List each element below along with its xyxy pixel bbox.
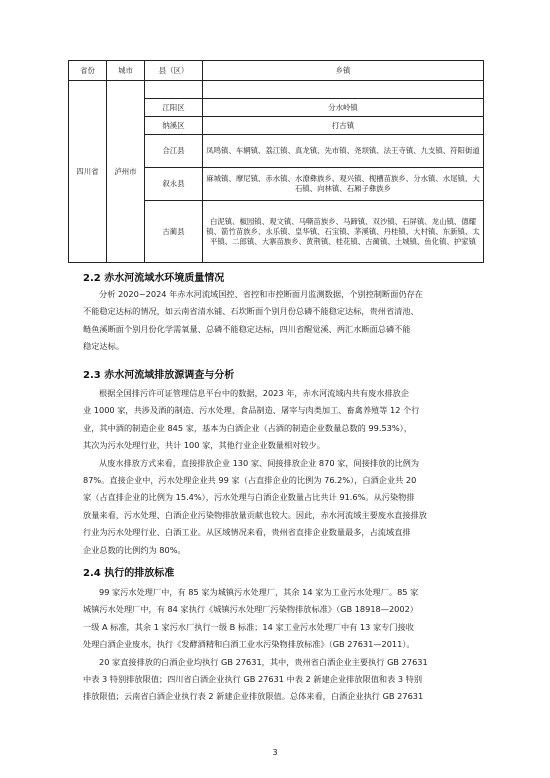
header-towns: 乡镇 [203,61,484,81]
table-row [69,81,484,99]
text-line: 处理白酒企业废水，执行《发酵酒精和白酒工业水污染物排放标准》（GB 27631—2011）。 [83,639,415,650]
cell-towns: 凤鸣镇、车辋镇、荔江镇、真龙镇、先市镇、尧坝镇、法王寺镇、九支镇、符阳街道 [203,135,484,168]
section-2-3-paragraph [83,385,467,559]
header-county: 县（区） [145,61,203,81]
section-title-2-2: 2.2 赤水河流域水环境质量情况 [83,273,225,284]
text-line: 行业为污水处理行业、白酒工业。从区域情况来看，贵州省直排企业数量最多，占流域直排 [83,527,411,538]
text-line: 企业总数的比例约为 80%。 [83,544,186,555]
text-line: 稳定达标。 [83,341,124,352]
text-line: 一级 A 标准，其余 1 家污水厂执行一级 B 标准；14 家工业污水处理厂中有 13 家专门接收 [83,621,414,632]
text-line: 87%。直接企业中，污水处理企业共 99 家（占直排企业的比例为 76.2%），白酒企业共 20 [83,475,417,486]
cell-city: 泸州市 [107,81,145,263]
text-line: 其次为污水处理行业，共计 100 家，其他行业企业数量相对较少。 [83,440,325,451]
section-title-2-3: 2.3 赤水河流域排放源调查与分析 [83,370,235,381]
text-line: 排放限值；云南省白酒企业执行表 2 新建企业排放限值。总体来看，白酒企业执行 GB 27631 [83,691,424,702]
text-line: 分析 2020~2024 年赤水河流域国控、省控和市控断面月监测数据，个别控制断面仍存在 [99,289,423,299]
section-title-2-4: 2.4 执行的排放标准 [83,568,175,579]
page-number: 3 [272,748,278,757]
text-line: 家（占直排企业的比例为 15.4%），污水处理与白酒企业数量占比共计 91.6%。从污染物排 [83,492,415,503]
text-line: 99 家污水处理厂中，有 85 家为城镇污水处理厂，其余 14 家为工业污水处理厂。85 家 [99,587,419,597]
cell-towns: 打古镇 [203,117,484,135]
cell-county: 江阳区 [145,99,203,117]
text-line: 20 家直接排放的白酒企业均执行 GB 27631，其中，贵州省白酒企业主要执行 GB 27631 [99,656,428,667]
cell-county: 叙永县 [145,168,203,201]
section-2-4-paragraph [83,584,467,706]
township-table [68,60,484,263]
cell-county [145,81,203,99]
text-line: 根据全国排污许可证管理信息平台中的数据，2023 年，赤水河流域内共有废水排放企 [99,388,410,398]
text-line: 业 1000 家，共涉及酒的制造、污水处理、食品制造、屠宰与肉类加工、畜禽养殖等 12 个行 [83,405,420,416]
cell-county: 合江县 [145,135,203,168]
cell-towns: 白泥镇、椒园镇、观文镇、马嘶苗族乡、马蹄镇、双沙镇、石屏镇、龙山镇、德耀镇、箭竹苗族乡、永乐镇、皇华镇、石宝镇、茅溪镇、丹桂镇、大村镇、东新镇、太平镇、二郎镇、大寨苗族乡、黄荆镇、桂花镇、古蔺镇、土城镇、鱼化镇、护家镇 [203,201,484,263]
text-line: 中表 3 特别排放限值；四川省白酒企业执行 GB 27631 中表 2 新建企业排放限值和表 3 特别 [83,674,423,685]
header-city: 城市 [107,61,145,81]
cell-county: 古蔺县 [145,201,203,263]
text-line: 从废水排放方式来看，直接排放企业 130 家、间接排放企业 870 家，间接排放的比例为 [99,457,420,468]
text-line: 城镇污水处理厂中，有 84 家执行《城镇污水处理厂污染物排放标准》（GB 18918—2002） [83,604,418,615]
text-line: 不能稳定达标的情况，如云南省清水铺、石坎断面个别月份总磷不能稳定达标，贵州省清池、 [83,306,419,317]
cell-province: 四川省 [69,81,107,263]
cell-county: 纳溪区 [145,117,203,135]
cell-towns [203,81,484,99]
text-line: 鲢鱼溪断面个别月份化学需氧量、总磷不能稳定达标，四川省醒觉溪、两汇水断面总磷不能 [83,323,411,334]
cell-towns: 分水岭镇 [203,99,484,117]
header-province: 省份 [69,61,107,81]
table-header-row [69,61,484,81]
section-2-2-paragraph [83,286,467,356]
cell-towns: 麻城镇、摩尼镇、赤水镇、水潦彝族乡、观兴镇、枧槽苗族乡、分水镇、水尾镇、大石镇、向林镇、石厢子彝族乡 [203,168,484,201]
text-line: 业，其中酒的制造企业 845 家，基本为白酒企业（占酒的制造企业数量总数的 99.53%）， [83,422,412,433]
text-line: 放量来看，污水处理、白酒企业污染物排放量贡献也较大。因此，赤水河流域主要废水直接排放 [83,509,427,520]
